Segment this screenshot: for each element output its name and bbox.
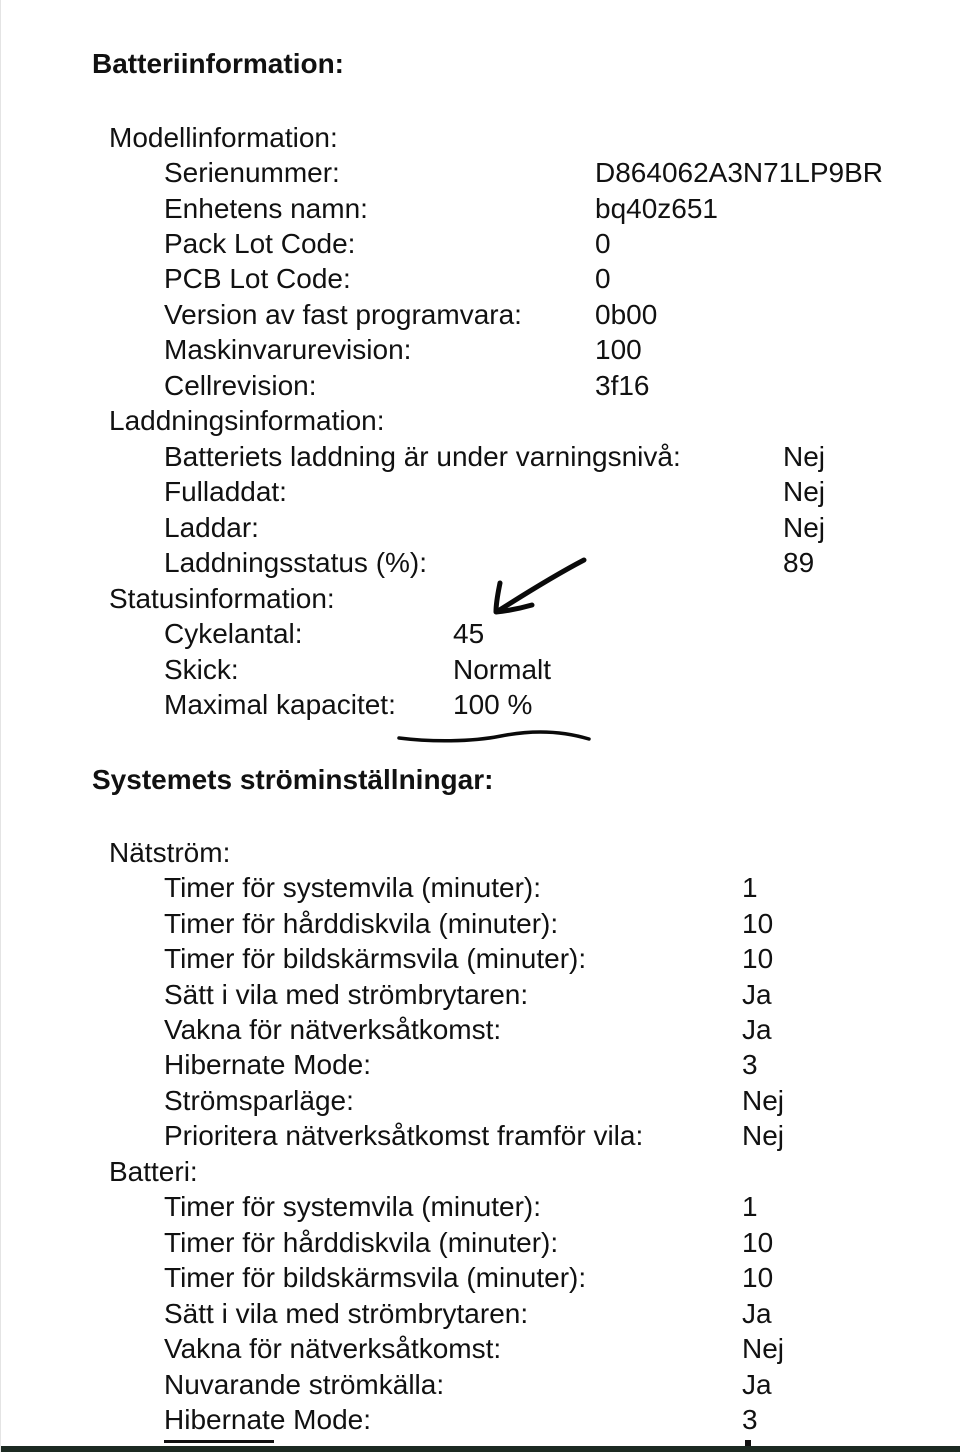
- row-value: 0b00: [595, 299, 658, 330]
- bat-row-display-sleep: [1, 1261, 960, 1296]
- charge-row-fully-charged: [1, 475, 960, 510]
- ac-row-system-sleep: [1, 871, 960, 906]
- row-label: PCB Lot Code:: [164, 263, 351, 294]
- row-value: Nej: [742, 1085, 785, 1116]
- row-value: bq40z651: [595, 193, 719, 224]
- charge-row-charge-percent: [1, 546, 960, 581]
- row-value: Nej: [742, 1333, 785, 1364]
- model-row-cell-rev: [1, 369, 960, 404]
- row-label: Pack Lot Code:: [164, 228, 356, 259]
- row-value: Normalt: [453, 654, 552, 685]
- row-label: Timer för systemvila (minuter):: [164, 872, 542, 903]
- row-label: Cellrevision:: [164, 370, 317, 401]
- status-info-title: Statusinformation:: [109, 583, 335, 614]
- row-label: Hibernate Mode:: [164, 1404, 372, 1435]
- model-info-title: Modellinformation:: [109, 122, 338, 153]
- row-value: 10: [742, 1262, 774, 1293]
- status-row-cycle-count: [1, 617, 960, 652]
- row-value: 3f16: [595, 370, 650, 401]
- row-label: Maskinvarurevision:: [164, 334, 412, 365]
- row-label: Enhetens namn:: [164, 193, 368, 224]
- row-label: Version av fast programvara:: [164, 299, 522, 330]
- row-value: 10: [742, 1227, 774, 1258]
- ac-power-title: Nätström:: [109, 837, 231, 868]
- row-value: 3: [742, 1049, 758, 1080]
- row-label: Strömsparläge:: [164, 1085, 354, 1116]
- ac-row-low-power-mode: [1, 1084, 960, 1119]
- row-value: 100: [595, 334, 642, 365]
- bat-row-power-button-sleep: [1, 1297, 960, 1332]
- charge-row-warning-level: [1, 440, 960, 475]
- row-value: Nej: [742, 1120, 785, 1151]
- row-value: 0: [595, 228, 611, 259]
- row-value: 3: [742, 1404, 758, 1435]
- model-row-hardware-rev: [1, 333, 960, 368]
- power-section-title: Systemets ströminställningar:: [92, 764, 494, 795]
- charge-info-title: Laddningsinformation:: [109, 405, 385, 436]
- ac-row-wake-network: [1, 1013, 960, 1048]
- row-value: Nej: [783, 476, 826, 507]
- row-label: Hibernate Mode:: [164, 1049, 372, 1080]
- row-label: Sätt i vila med strömbrytaren:: [164, 1298, 529, 1329]
- row-label: Laddar:: [164, 512, 259, 543]
- row-value: 100 %: [453, 689, 533, 720]
- bottom-edge-bar: [1, 1446, 960, 1452]
- row-label: Vakna för nätverksåtkomst:: [164, 1333, 502, 1364]
- model-row-firmware: [1, 298, 960, 333]
- row-label: Timer för hårddiskvila (minuter):: [164, 908, 559, 939]
- row-value: 89: [783, 547, 815, 578]
- row-label: Maximal kapacitet:: [164, 689, 396, 720]
- row-label: Timer för bildskärmsvila (minuter):: [164, 1262, 587, 1293]
- row-label: Skick:: [164, 654, 239, 685]
- row-label: Prioritera nätverksåtkomst framför vila:: [164, 1120, 644, 1151]
- row-label: Cykelantal:: [164, 618, 303, 649]
- row-value: Ja: [742, 1014, 772, 1045]
- model-row-pack-lot: [1, 227, 960, 262]
- row-value: 45: [453, 618, 485, 649]
- model-row-pcb-lot: [1, 262, 960, 297]
- row-label: Timer för hårddiskvila (minuter):: [164, 1227, 559, 1258]
- status-row-condition: [1, 653, 960, 688]
- model-row-serial: [1, 156, 960, 191]
- row-value: Nej: [783, 512, 826, 543]
- row-value: D864062A3N71LP9BR: [595, 157, 883, 188]
- row-value: 10: [742, 908, 774, 939]
- hand-drawn-underline-icon: [399, 732, 589, 741]
- row-label: Nuvarande strömkälla:: [164, 1369, 445, 1400]
- bat-row-disk-sleep: [1, 1226, 960, 1261]
- row-value: Ja: [742, 979, 772, 1010]
- ac-row-display-sleep: [1, 942, 960, 977]
- row-value: Ja: [742, 1298, 772, 1329]
- ac-row-prioritize-network: [1, 1119, 960, 1154]
- row-label: Serienummer:: [164, 157, 340, 188]
- model-row-device-name: [1, 192, 960, 227]
- row-label: Sätt i vila med strömbrytaren:: [164, 979, 529, 1010]
- row-value: Nej: [783, 441, 826, 472]
- bat-row-hibernate-mode: [1, 1403, 960, 1438]
- battery-power-title: Batteri:: [109, 1156, 198, 1187]
- status-row-max-capacity: [1, 688, 960, 723]
- row-label: Laddningsstatus (%):: [164, 547, 428, 578]
- row-value: 0: [595, 263, 611, 294]
- ac-row-hibernate-mode: [1, 1048, 960, 1083]
- row-value: 1: [742, 1191, 758, 1222]
- bat-row-system-sleep: [1, 1190, 960, 1225]
- row-label: Timer för systemvila (minuter):: [164, 1191, 542, 1222]
- bat-row-wake-network: [1, 1332, 960, 1367]
- bat-row-current-power-source: [1, 1368, 960, 1403]
- battery-section-title: Batteriinformation:: [92, 48, 344, 79]
- row-label: Timer för bildskärmsvila (minuter):: [164, 943, 587, 974]
- row-value: 10: [742, 943, 774, 974]
- row-value: Ja: [742, 1369, 772, 1400]
- ac-row-power-button-sleep: [1, 978, 960, 1013]
- row-label: Vakna för nätverksåtkomst:: [164, 1014, 502, 1045]
- ac-row-disk-sleep: [1, 907, 960, 942]
- row-label: Fulladdat:: [164, 476, 287, 507]
- row-value: 1: [742, 872, 758, 903]
- row-label: Batteriets laddning är under varningsnivå:: [164, 441, 681, 472]
- charge-row-charging: [1, 511, 960, 546]
